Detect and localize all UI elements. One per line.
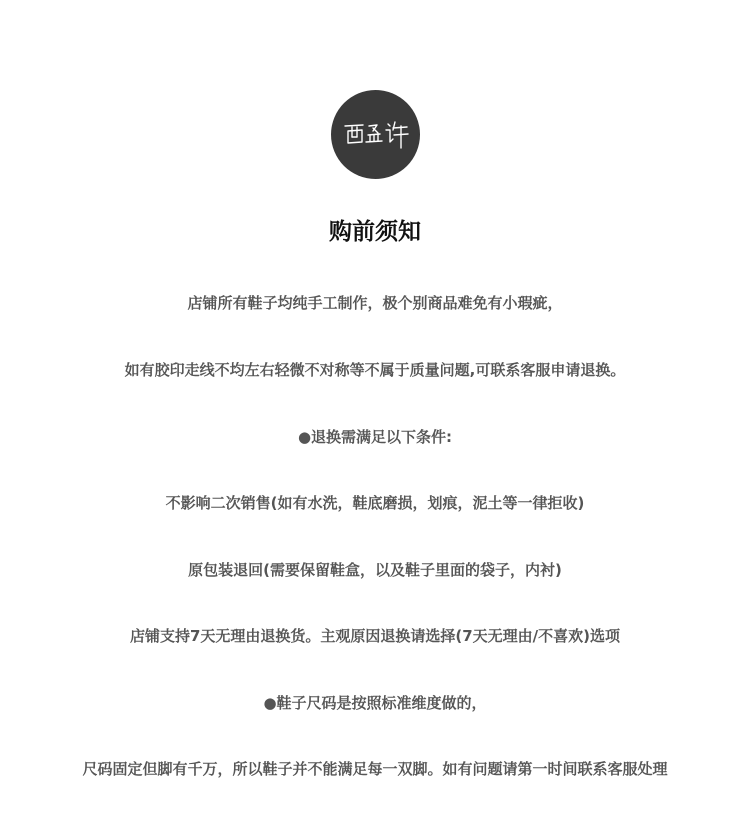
notice-line-return-conditions: ●退换需满足以下条件: xyxy=(297,428,453,446)
brand-logo xyxy=(331,90,420,179)
notice-line-seven-day-return: 店铺支持7天无理由退换货。主观原因退换请选择(7天无理由/不喜欢)选项 xyxy=(129,627,621,645)
notice-line-standard-sizing: ●鞋子尺码是按照标准维度做的， xyxy=(263,694,487,712)
notice-line-minor-flaws: 如有胶印走线不均左右轻微不对称等不属于质量问题,可联系客服申请退换。 xyxy=(124,361,626,379)
brand-logo-signature xyxy=(331,90,420,179)
notice-line-no-resale-damage: 不影响二次销售(如有水洗，鞋底磨损，划痕，泥土等一律拒收) xyxy=(165,494,585,512)
page-title: 购前须知 xyxy=(329,219,421,245)
notice-line-original-packaging: 原包装退回(需要保留鞋盒，以及鞋子里面的袋子，内衬) xyxy=(188,561,562,579)
notice-line-contact-support: 尺码固定但脚有千万，所以鞋子并不能满足每一双脚。如有问题请第一时间联系客服处理 xyxy=(82,760,668,778)
notice-line-handmade: 店铺所有鞋子均纯手工制作，极个别商品难免有小瑕疵， xyxy=(187,294,563,312)
